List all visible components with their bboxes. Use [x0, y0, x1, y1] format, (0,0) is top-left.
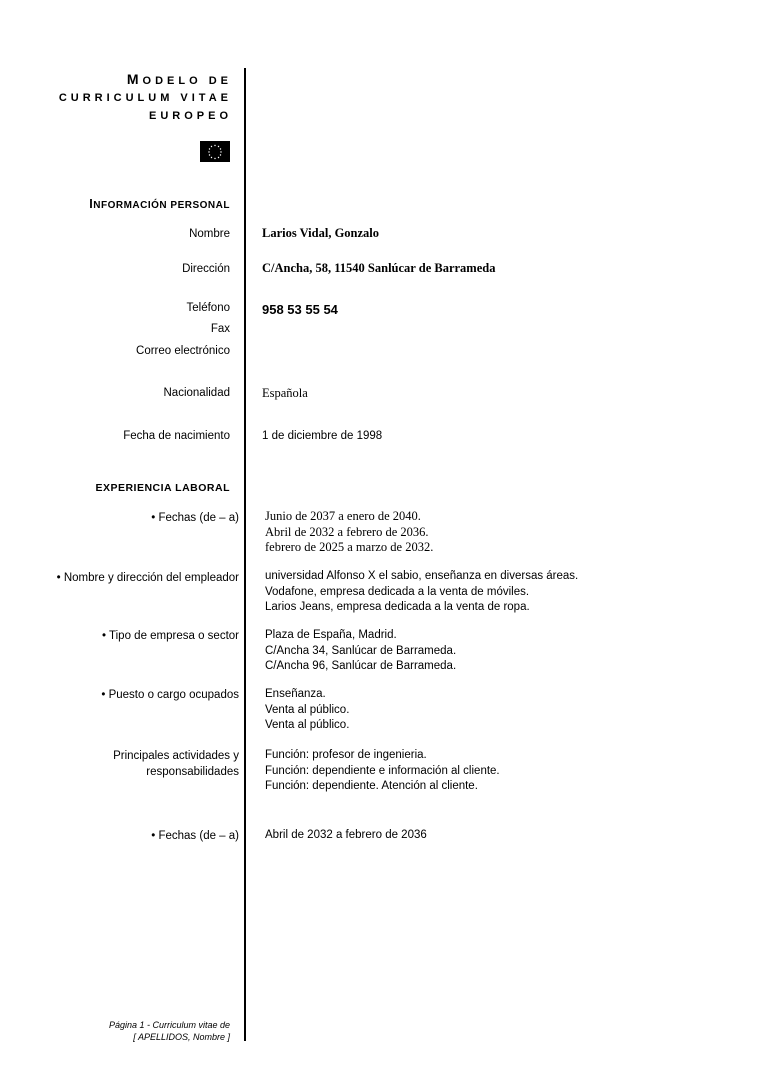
value-fechas [265, 509, 433, 556]
line: Enseñanza. [265, 688, 326, 700]
label-nacionalidad: Nacionalidad [163, 387, 230, 399]
label-fechas: • Fechas (de – a) [151, 512, 239, 524]
column-divider [244, 68, 246, 1041]
line: universidad Alfonso X el sabio, enseñanza en diversas áreas. [265, 570, 579, 582]
line: febrero de 2025 a marzo de 2032. [265, 540, 434, 554]
footer [109, 1019, 230, 1043]
value-direccion: C/Ancha, 58, 11540 Sanlúcar de Barrameda [262, 261, 496, 275]
label-empleador: • Nombre y dirección del empleador [56, 572, 239, 584]
value-tipo-empresa [265, 628, 456, 675]
label-correo: Correo electrónico [136, 345, 230, 357]
value-telefono: 958 53 55 54 [262, 302, 338, 317]
line: C/Ancha 34, Sanlúcar de Barrameda. [265, 644, 457, 657]
value-nacionalidad: Española [262, 386, 308, 400]
line: Abril de 2032 a febrero de 2036. [265, 524, 429, 539]
label-fax: Fax [210, 323, 230, 335]
label-fechas-2: • Fechas (de – a) [151, 830, 239, 842]
line: C/Ancha 96, Sanlúcar de Barrameda. [265, 660, 457, 672]
value-empleador [265, 569, 578, 616]
value-nombre: Larios Vidal, Gonzalo [262, 226, 380, 240]
line: Larios Jeans, empresa dedicada a la venta de ropa. [265, 601, 530, 613]
label-telefono: Teléfono [186, 302, 230, 314]
line: Venta al público. [265, 719, 350, 731]
value-fechas-2: Abril de 2032 a febrero de 2036 [265, 829, 427, 841]
label-puesto: • Puesto o cargo ocupados [101, 689, 239, 701]
footer-line: [ APELLIDOS, Nombre ] [133, 1032, 230, 1042]
value-fecha-nacimiento: 1 de diciembre de 1998 [262, 430, 383, 442]
label-actividades [113, 748, 239, 780]
title-line-2: CURRICULUM VITAE [58, 92, 232, 104]
section-personal-info: INFORMACIÓN PERSONAL [89, 197, 230, 211]
title-line-3: EUROPEO [148, 110, 232, 122]
line: Función: dependiente e información al cliente. [265, 764, 500, 777]
line: Plaza de España, Madrid. [265, 629, 397, 641]
line: Función: dependiente. Atención al cliente. [265, 780, 478, 792]
line: responsabilidades [146, 766, 239, 778]
footer-line: Página 1 - Curriculum vitae de [108, 1020, 230, 1030]
label-direccion: Dirección [182, 263, 230, 275]
line: Junio de 2037 a enero de 2040. [265, 509, 421, 523]
line: Venta al público. [265, 703, 350, 716]
label-fecha-nacimiento: Fecha de nacimiento [123, 430, 230, 442]
title-line-1: MODELO DE [126, 71, 232, 87]
line: Vodafone, empresa dedicada a la venta de móviles. [265, 585, 530, 598]
line: Función: profesor de ingenieria. [265, 749, 427, 761]
eu-flag-icon [200, 141, 230, 162]
line: Principales actividades y [113, 750, 239, 762]
section-experience: EXPERIENCIA LABORAL [95, 482, 230, 494]
value-actividades [265, 748, 500, 795]
label-nombre: Nombre [189, 228, 230, 240]
value-puesto [265, 687, 349, 734]
label-tipo-empresa: • Tipo de empresa o sector [102, 630, 239, 642]
